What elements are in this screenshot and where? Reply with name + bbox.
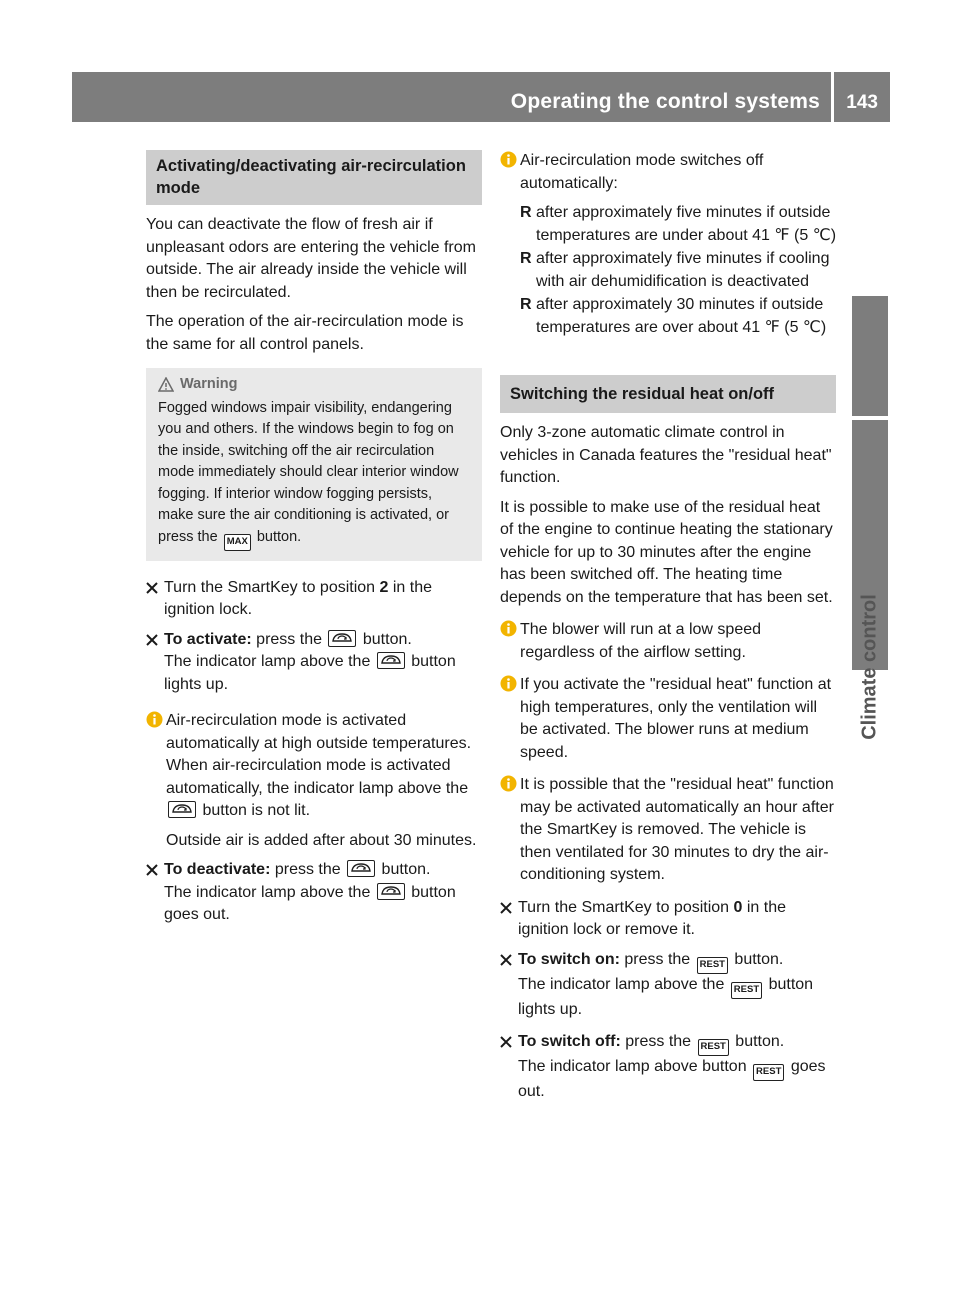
max-defrost-icon: MAX xyxy=(224,534,251,551)
warning-text: Fogged windows impair visibility, endangering you and others. If the windows begin to fog on the inside, switching off the air recirculation mode immediately should clear interior window fogging. If interior window fogging persists, make sure the air conditioning is activated, or press the xyxy=(158,399,459,545)
warning-triangle-icon xyxy=(158,377,174,393)
section-heading-recirculation: Activating/deactivating air-recirculation mode xyxy=(146,150,482,205)
rest-button-icon: REST xyxy=(753,1064,784,1081)
recirculation-icon xyxy=(377,883,405,900)
step-arrow-icon xyxy=(500,1036,512,1048)
bullet-icon: R xyxy=(520,204,532,221)
rest-button-icon: REST xyxy=(731,982,762,999)
header-title: Operating the control systems xyxy=(510,90,820,113)
step-item: To switch off: press the REST button. The indicator lamp above button REST goes out. xyxy=(500,1031,836,1104)
step-arrow-icon xyxy=(500,954,512,966)
paragraph: It is possible to make use of the residual heat of the engine to continue heating the stationary vehicle for up to 30 minutes after the engine has been switched off. The heating time depends on the temperature that has been set. xyxy=(500,498,833,606)
rest-button-icon: REST xyxy=(698,1039,729,1056)
bullet-icon: R xyxy=(520,250,532,267)
header-divider xyxy=(831,72,834,122)
recirculation-icon xyxy=(328,630,356,647)
info-icon xyxy=(146,711,163,728)
left-column xyxy=(146,150,482,934)
step-item: To activate: press the button. The indicator lamp above the button lights up. xyxy=(146,629,482,697)
step-item: Turn the SmartKey to position 2 in the ignition lock. xyxy=(146,577,482,622)
list-item: R after approximately five minutes if cooling with air dehumidification is deactivated xyxy=(520,250,830,290)
info-note: If you activate the "residual heat" function at high temperatures, only the ventilation will be activated. The blower runs at medium speed. xyxy=(500,674,836,764)
warning-heading xyxy=(158,374,466,396)
step-arrow-icon xyxy=(146,864,158,876)
step-item: To switch on: press the REST button. The indicator lamp above the REST button lights up. xyxy=(500,949,836,1022)
recirculation-icon xyxy=(377,652,405,669)
warning-box xyxy=(146,368,482,561)
page-number: 143 xyxy=(846,92,878,113)
right-column xyxy=(500,150,836,1111)
step-item: Turn the SmartKey to position 0 in the ignition lock or remove it. xyxy=(500,897,836,942)
bullet-icon: R xyxy=(520,296,532,313)
list-item: R after approximately five minutes if outside temperatures are under about 41 ℉ (5 ℃) xyxy=(520,204,837,244)
info-note: The blower will run at a low speed regardless of the airflow setting. xyxy=(500,619,836,664)
side-tab-label: Climate control xyxy=(858,594,881,740)
step-arrow-icon xyxy=(146,582,158,594)
page-header xyxy=(72,72,890,122)
info-icon xyxy=(500,675,517,692)
warning-title: Warning xyxy=(180,376,238,392)
recirculation-icon xyxy=(168,801,196,818)
info-note: Air-recirculation mode switches off automatically: xyxy=(500,150,836,195)
list-item: R after approximately 30 minutes if outside temperatures are over about 41 ℉ (5 ℃) xyxy=(520,296,827,336)
recirculation-icon xyxy=(347,860,375,877)
info-note: It is possible that the "residual heat" function may be activated automatically an hour after the SmartKey is removed. The vehicle is then ventilated for 30 minutes to dry the air-conditioning system. xyxy=(500,774,836,887)
info-icon xyxy=(500,775,517,792)
info-note: Air-recirculation mode is activated automatically at high outside temperatures. When air-recirculation mode is activated automatically, the indicator lamp above the button is not lit. xyxy=(146,710,482,823)
info-icon xyxy=(500,151,517,168)
paragraph: You can deactivate the flow of fresh air if unpleasant odors are entering the vehicle from outside. The air already inside the vehicle will then be recirculated. xyxy=(146,216,476,301)
paragraph: The operation of the air-recirculation mode is the same for all control panels. xyxy=(146,313,464,353)
paragraph: Only 3-zone automatic climate control in vehicles in Canada features the "residual heat" function. xyxy=(500,424,832,486)
step-arrow-icon xyxy=(146,634,158,646)
side-tab-upper xyxy=(852,296,888,416)
step-item: To deactivate: press the button. The indicator lamp above the button goes out. xyxy=(146,859,482,927)
info-icon xyxy=(500,620,517,637)
info-note-extra: Outside air is added after about 30 minutes. xyxy=(166,831,477,849)
step-arrow-icon xyxy=(500,902,512,914)
rest-button-icon: REST xyxy=(697,957,728,974)
warning-text-end: button. xyxy=(256,528,302,545)
section-heading-residual-heat: Switching the residual heat on/off xyxy=(500,375,836,413)
